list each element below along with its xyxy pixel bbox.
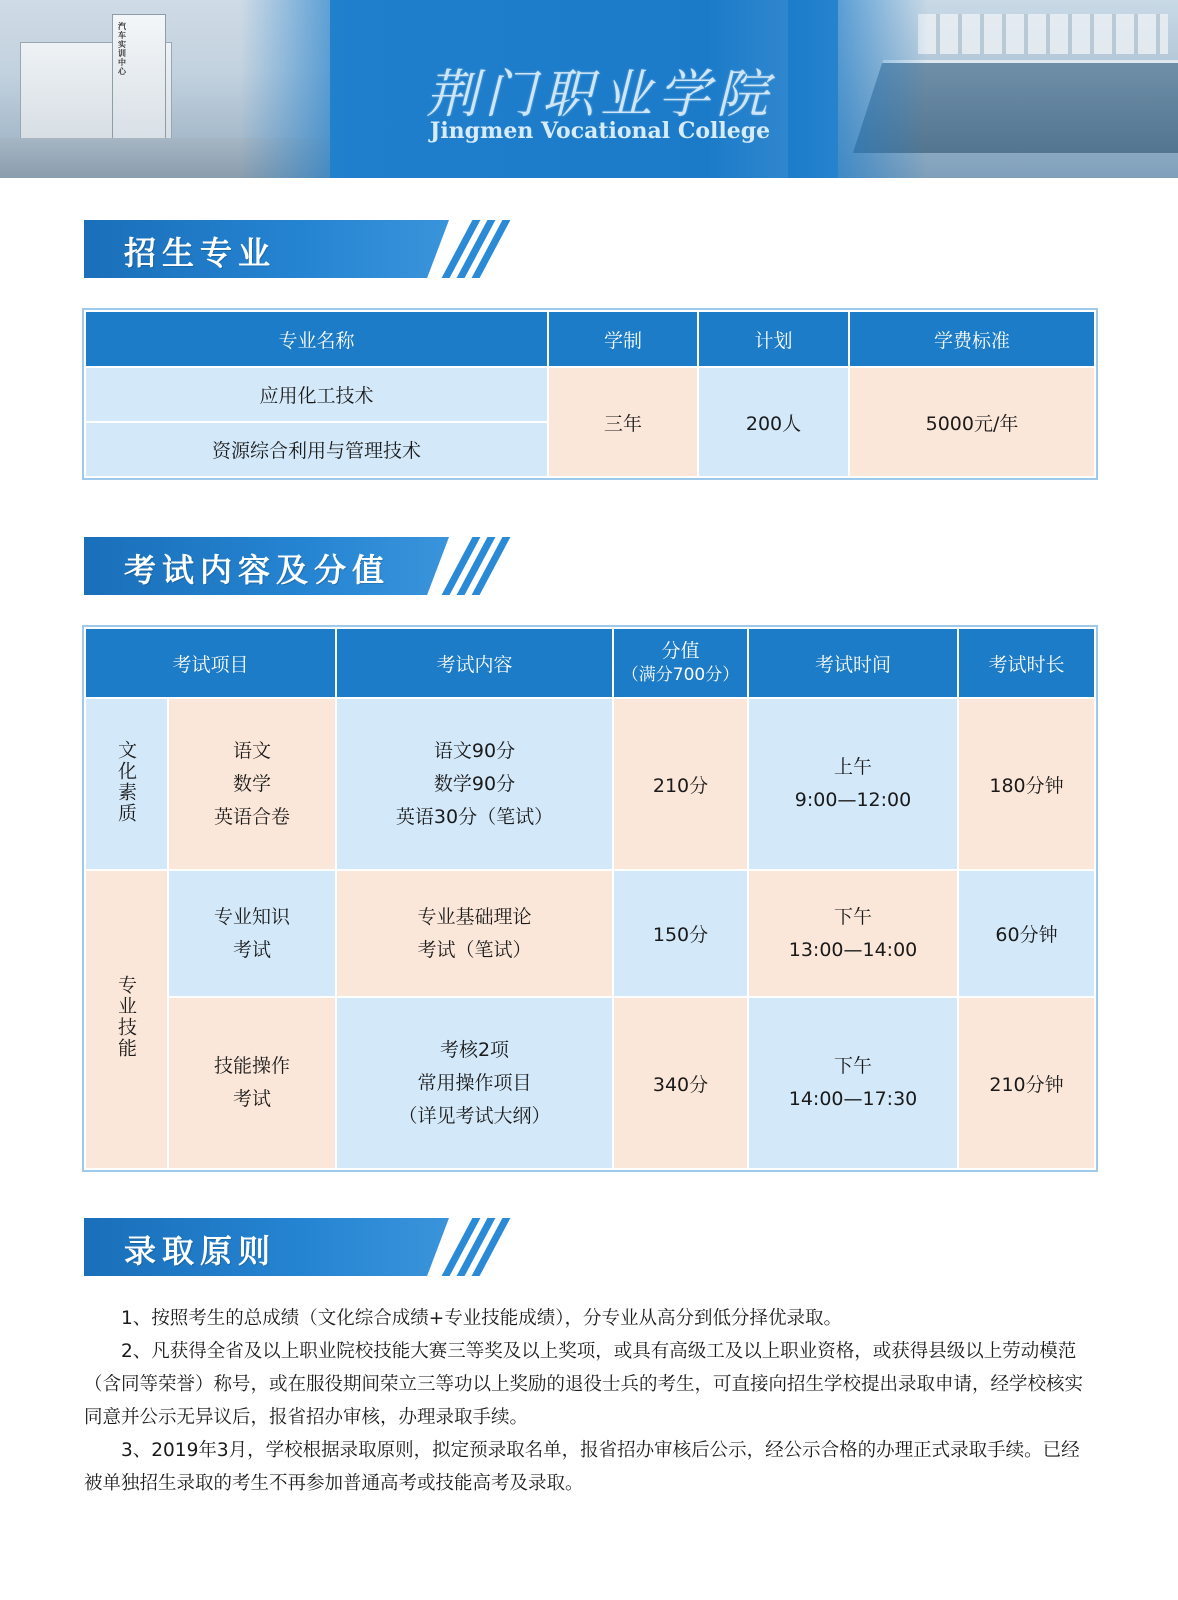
header-plan: 计划 — [698, 311, 849, 367]
header-exam-item: 考试项目 — [85, 628, 336, 698]
campus-buildings — [918, 14, 1168, 54]
duration-cell: 60分钟 — [958, 870, 1095, 997]
table-row — [85, 698, 1095, 870]
header-major-name: 专业名称 — [85, 311, 548, 367]
section-header-exam — [84, 537, 504, 595]
header-score-line1: 分值 — [661, 640, 700, 662]
principle-paragraph: 2、凡获得全省及以上职业院校技能大赛三等奖及以上奖项，或具有高级工及以上职业资格，或获得县级以上劳动模范（含同等荣誉）称号，或在服役期间荣立三等功以上奖励的退役士兵的考生，可直接向招生学校提出录取申请，经学校核实同意并公示无异议后，报省招办审核，办理录取手续。 — [84, 1341, 1084, 1428]
content-line: 考核2项 — [439, 1038, 510, 1061]
exam-table — [84, 627, 1096, 1170]
subject-cell — [168, 870, 336, 997]
table-row — [85, 997, 1095, 1169]
principle-paragraph: 3、2019年3月，学校根据录取原则，拟定预录取名单，报省招办审核后公示，经公示合格的办理正式录取手续。已经被单独招生录取的考生不再参加普通高考或技能高考及录取。 — [84, 1440, 1080, 1494]
section-header-majors — [84, 220, 504, 278]
content-line: 数学90分 — [433, 772, 516, 795]
header-duration: 学制 — [548, 311, 698, 367]
subject-line: 数学 — [233, 772, 272, 795]
header-tuition: 学费标准 — [849, 311, 1095, 367]
header-banner — [0, 0, 1178, 178]
section-header-admission — [84, 1218, 504, 1276]
subject-cell — [168, 997, 336, 1169]
category-label: 文化素质 — [115, 739, 137, 824]
tuition-value: 5000元/年 — [849, 367, 1095, 477]
header-exam-content: 考试内容 — [336, 628, 613, 698]
banner-fade-right — [788, 0, 928, 178]
header-score-line2: （满分700分） — [621, 665, 740, 685]
time-cell — [748, 698, 958, 870]
majors-table — [84, 310, 1096, 478]
college-name-en: Jingmen Vocational College — [429, 118, 771, 144]
admission-principles — [84, 1302, 1094, 1500]
table-row — [85, 870, 1095, 997]
exam-header-row — [85, 628, 1095, 698]
majors-header-row — [85, 311, 1095, 367]
subject-line: 考试 — [233, 1088, 272, 1110]
header-exam-time: 考试时间 — [748, 628, 958, 698]
subject-line: 专业知识 — [214, 905, 291, 928]
section-title: 录取原则 — [124, 1232, 277, 1270]
content-cell — [336, 870, 613, 997]
content-line: 常用操作项目 — [417, 1071, 532, 1094]
major-name: 资源综合利用与管理技术 — [85, 422, 548, 477]
subject-cell — [168, 698, 336, 870]
subject-line: 考试 — [233, 938, 272, 961]
time-line: 9:00—12:00 — [794, 789, 912, 811]
score-cell: 340分 — [613, 997, 748, 1169]
table-row — [85, 367, 1095, 422]
time-line: 上午 — [834, 756, 873, 778]
header-exam-duration: 考试时长 — [958, 628, 1095, 698]
content-cell — [336, 997, 613, 1169]
time-cell — [748, 997, 958, 1169]
content-cell — [336, 698, 613, 870]
major-name: 应用化工技术 — [85, 367, 548, 422]
score-cell: 210分 — [613, 698, 748, 870]
section-title: 考试内容及分值 — [124, 551, 391, 589]
plan-value: 200人 — [698, 367, 849, 477]
college-name-cn: 荆门职业学院 — [425, 65, 774, 125]
time-cell — [748, 870, 958, 997]
duration-cell: 180分钟 — [958, 698, 1095, 870]
section-title: 招生专业 — [124, 234, 277, 272]
time-line: 下午 — [834, 1055, 873, 1077]
subject-line: 英语合卷 — [214, 805, 291, 828]
subject-line: 语文 — [233, 739, 272, 762]
content-line: 专业基础理论 — [417, 905, 532, 928]
content-line: 语文90分 — [433, 739, 516, 762]
score-cell: 150分 — [613, 870, 748, 997]
category-cell — [85, 870, 168, 1169]
category-cell — [85, 698, 168, 870]
content-line: （详见考试大纲） — [398, 1104, 551, 1127]
subject-line: 技能操作 — [214, 1055, 291, 1077]
header-score — [613, 628, 748, 698]
duration-cell: 210分钟 — [958, 997, 1095, 1169]
content-line: 考试（笔试） — [417, 938, 532, 961]
time-line: 下午 — [834, 905, 873, 928]
duration-value: 三年 — [548, 367, 698, 477]
content-line: 英语30分（笔试） — [395, 805, 554, 828]
banner-fade-left — [240, 0, 380, 178]
building-sign: 汽车实训中心 — [118, 22, 126, 76]
time-line: 13:00—14:00 — [788, 938, 918, 961]
principle-paragraph: 1、按照考生的总成绩（文化综合成绩+专业技能成绩），分专业从高分到低分择优录取。 — [121, 1308, 843, 1329]
category-label: 专业技能 — [115, 975, 137, 1059]
time-line: 14:00—17:30 — [788, 1088, 918, 1110]
